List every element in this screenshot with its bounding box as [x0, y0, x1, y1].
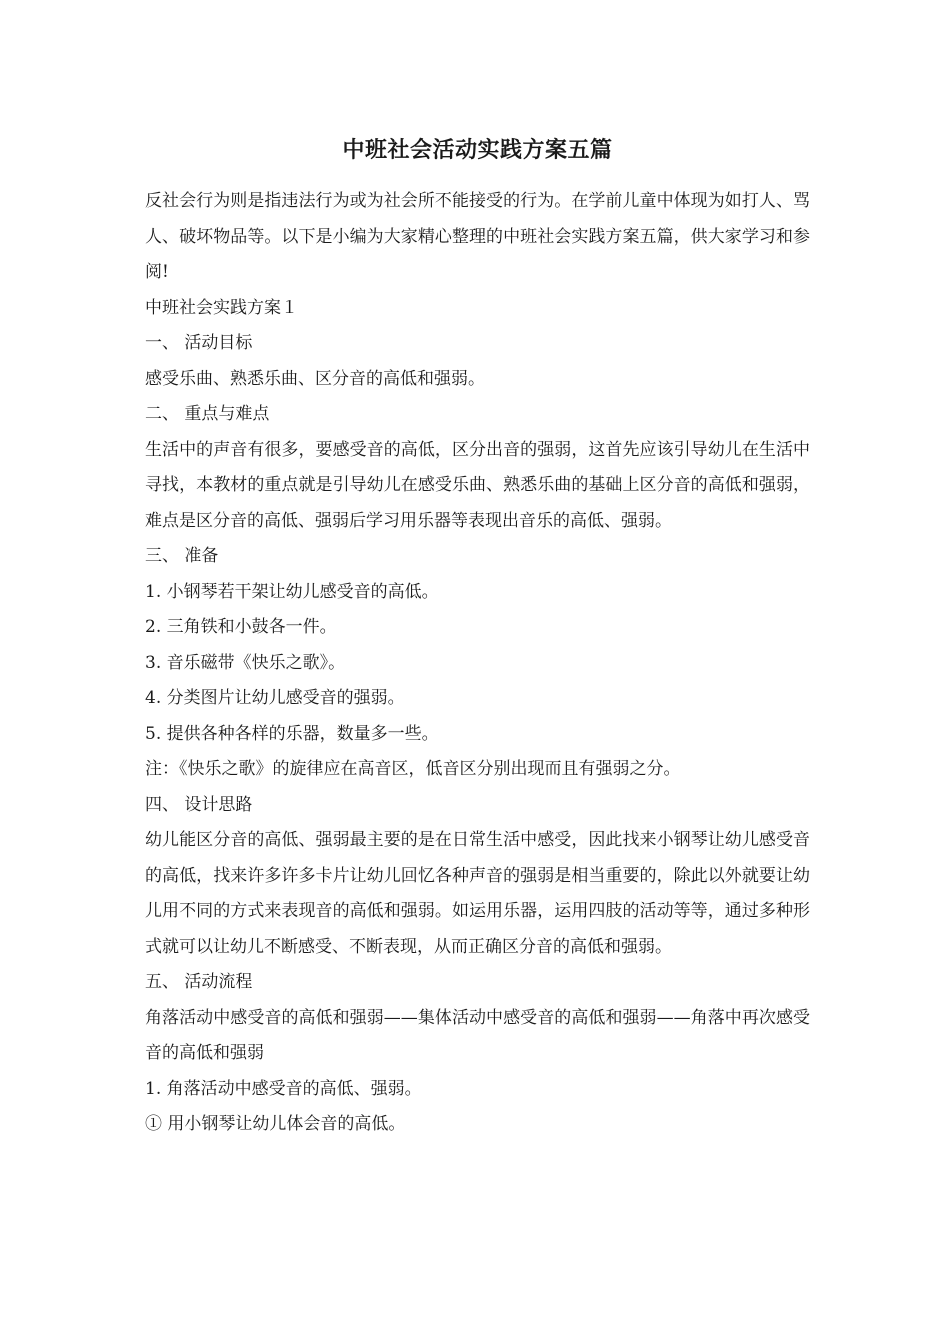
list-item: 1. 小钢琴若干架让幼儿感受音的高低。	[145, 581, 439, 602]
list-item: 1. 角落活动中感受音的高低、强弱。	[145, 1078, 422, 1099]
note-paragraph: 注：《快乐之歌》的旋律应在高音区，低音区分别出现而且有强弱之分。	[145, 759, 681, 779]
list-item: ① 用小钢琴让幼儿体会音的高低。	[145, 1114, 406, 1134]
list-item: 4. 分类图片让幼儿感受音的强弱。	[145, 688, 405, 708]
paragraph-activity-flow: 角落活动中感受音的高低和强弱——集体活动中感受音的高低和强弱——角落中再次感受音的高低和强弱	[145, 1007, 810, 1063]
list-item: 2. 三角铁和小鼓各一件。	[145, 617, 337, 637]
paragraph-key-points: 生活中的声音有很多，要感受音的高低，区分出音的强弱，这首先应该引导幼儿在生活中寻找，本教材的重点就是引导幼儿在感受乐曲、熟悉乐曲的基础上区分音的高低和强弱，难点是区分音的高低、强弱后学习用乐器等表现出音乐的高低、强弱。	[145, 439, 810, 531]
document-page	[145, 128, 810, 1143]
heading-key-points: 二、 重点与难点	[145, 404, 270, 424]
list-item: 3. 音乐磁带《快乐之歌》。	[145, 652, 346, 673]
paragraph-goals: 感受乐曲、熟悉乐曲、区分音的高低和强弱。	[145, 368, 485, 389]
document-title: 中班社会活动实践方案五篇	[342, 137, 613, 163]
heading-design-idea: 四、 设计思路	[145, 794, 253, 815]
paragraph-design-idea: 幼儿能区分音的高低、强弱最主要的是在日常生活中感受，因此找来小钢琴让幼儿感受音的高低，找来许多许多卡片让幼儿回忆各种声音的强弱是相当重要的，除此以外就要让幼儿用不同的方式来表现音的高低和强弱。如运用乐器，运用四肢的活动等等，通过多种形式就可以让幼儿不断感受、不断表现，从而正确区分音的高低和强弱。	[145, 830, 810, 957]
intro-paragraph: 反社会行为则是指违法行为或为社会所不能接受的行为。在学前儿童中体现为如打人、骂人、破坏物品等。以下是小编为大家精心整理的中班社会实践方案五篇，供大家学习和参阅!	[145, 191, 810, 282]
heading-activity-flow: 五、 活动流程	[145, 972, 253, 992]
heading-preparation: 三、 准备	[145, 546, 219, 566]
heading-activity-goals: 一、 活动目标	[145, 333, 253, 353]
list-item: 5. 提供各种各样的乐器，数量多一些。	[145, 723, 439, 744]
section-heading-plan-1: 中班社会实践方案１	[145, 297, 298, 318]
